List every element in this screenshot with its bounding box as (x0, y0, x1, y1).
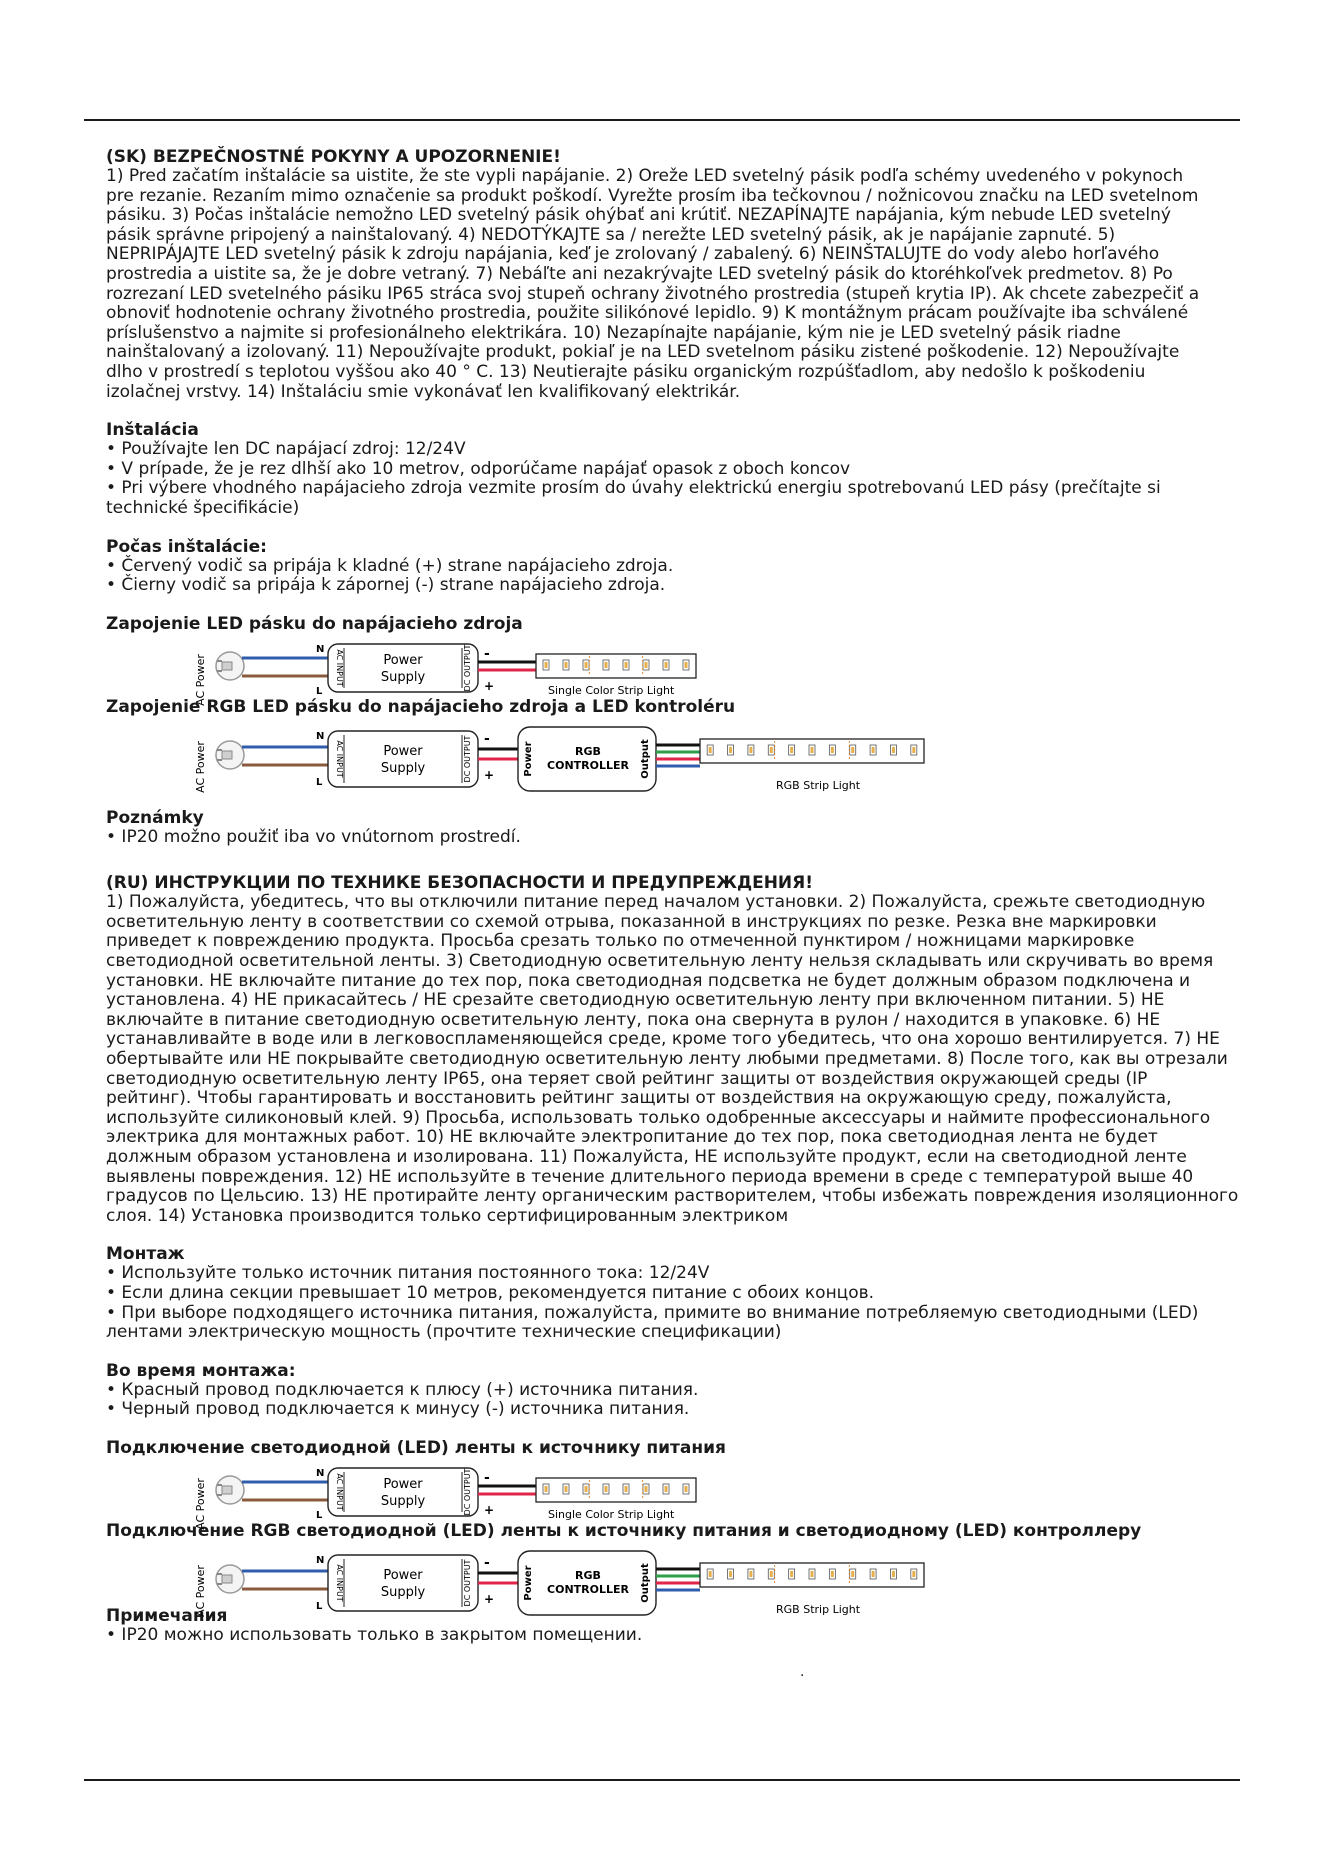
sk-install-item: • Pri výbere vhodného napájacieho zdroja vezmite prosím do úvahy elektrickú energiu spotrebovanú LED pásy (prečítajte si (106, 478, 1161, 499)
led-chip-dot (790, 747, 793, 753)
supply-label: Supply (380, 760, 426, 776)
sk-line: izolačnej vrstvy. 14) Inštaláciu smie vykonávať len kvalifikovaný elektrikár. (106, 381, 741, 402)
ru-line: рейтинг). Чтобы гарантировать и восстановить рейтинг защиты от воздействия на окружающую среду, пожалуйста, (106, 1088, 1172, 1109)
sk-line: rozrezaní LED svetelného pásiku IP65 stráca svoj stupeň ochrany životného prostredia (stupeň krytia IP). Ak chcete zabezpečiť a (106, 283, 1200, 304)
led-chip-dot (605, 1486, 608, 1492)
ru-line: светодиодной осветительной ленты. 3) Светодиодную осветительную ленту нельзя складывать или скручивать во время (106, 951, 1214, 972)
sk-conn-rgb-title: Zapojenie RGB LED pásku do napájacieho zdroja a LED kontroléru (106, 696, 736, 717)
ru-line: включайте в питание светодиодную осветительную ленту, пока она свернута в рулон / находится в упаковке. 6) НЕ (106, 1009, 1161, 1030)
plug-pin (217, 1484, 222, 1486)
led-chip-dot (872, 747, 875, 753)
ru-line: приведет к повреждению продукта. Просьба срезать только по отмеченной пунктиром / ножницами маркировке (106, 931, 1135, 952)
ru-line: выявлены повреждения. 12) НЕ используйте в течение длительного периода времени в среде с температурой выше 40 (106, 1166, 1194, 1187)
dc-output-label: DC OUTPUT (463, 644, 472, 692)
rgb-wiring-diagram (196, 719, 956, 811)
ru-notes-title: Примечания (106, 1605, 228, 1626)
ru-line: осветительную ленту в соответствии со схемой отрыва, показанной в инструкциях по резке. Резка вне маркировки (106, 911, 1157, 932)
supply-label: Supply (380, 1584, 426, 1600)
led-chip-dot (605, 662, 608, 668)
ru-line: должным образом установлена и изолирована. 11) Пожалуйста, НЕ используйте продукт, если на светодиодной ленте (106, 1147, 1187, 1167)
sk-install-item: • V prípade, že je rez dlhší ako 10 metrov, odporúčame napájať opasok z oboch koncov (106, 458, 851, 479)
sk-line: prostredia a uistite sa, že je dobre vetraný. 7) Nebáľte ani nezakrývajte LED svetelný pásik do ktoréhkoľvek predmetov. 8) Po (106, 263, 1173, 284)
sk-install-item: • Používajte len DC napájací zdroj: 12/24V (106, 439, 466, 460)
supply-label: Supply (380, 1493, 426, 1509)
led-chip-dot (872, 1571, 875, 1577)
plus-label: + (484, 1502, 495, 1517)
ru-install-item: • Если длина секции превышает 10 метров, рекомендуется питание с обоих концов. (106, 1282, 875, 1303)
sk-line: NEPRIPÁJAJTE LED svetelný pásik k zdroju napájania, keď je zrolovaný / zabalený. 6) NEINŠTALUJTE do vody alebo horľavého (106, 244, 1160, 265)
led-chip-dot (851, 747, 854, 753)
sk-notes-item: • IP20 možno použiť iba vo vnútornom prostredí. (106, 826, 521, 847)
ru-rgb-diagram-slot (106, 1541, 1268, 1633)
led-chip-dot (645, 1486, 648, 1492)
sk-line: pre rezanie. Rezaním mimo označenie sa produkt poškodí. Vyrežte prosím iba tečkovnou / nožnicovou značku na LED svetelnom (106, 185, 1199, 206)
led-chip-dot (545, 1486, 548, 1492)
ac-power-label: AC Power (194, 740, 207, 793)
ru-notes-item: • IP20 можно использовать только в закрытом помещении. (106, 1624, 643, 1645)
ru-line: установлена. 4) НЕ прикасайтесь / НЕ срезайте светодиодную осветительную ленту при включенном питании. 5) НЕ (106, 990, 1165, 1011)
led-chip-dot (645, 662, 648, 668)
output-label: Output (640, 738, 651, 779)
rgb-strip-label: RGB Strip Light (776, 1602, 861, 1616)
ru-during-title: Во время монтажа: (106, 1360, 296, 1381)
n-label: N (316, 1554, 325, 1566)
led-chip-dot (892, 1571, 895, 1577)
stray-dot: . (800, 1664, 805, 1680)
power-label: Power (383, 743, 423, 759)
n-label: N (316, 730, 325, 742)
ru-install-item: лентами электрическую мощность (прочтите технические спецификации) (106, 1322, 782, 1343)
ac-input-label: AC INPUT (335, 740, 344, 778)
plug-pin (217, 759, 222, 761)
led-chip-dot (831, 1571, 834, 1577)
sk-body (106, 167, 1268, 402)
ru-body (106, 893, 1268, 1226)
led-chip-dot (912, 747, 915, 753)
minus-label: - (484, 730, 490, 747)
ru-line: используйте силиконовый клей. 9) Просьба, использовать только одобренные аксессуары и наймите профессионального (106, 1107, 1211, 1128)
l-label: L (316, 1509, 323, 1521)
ru-during-item: • Черный провод подключается к минусу (-) источника питания. (106, 1399, 690, 1420)
ru-during-item: • Красный провод подключается к плюсу (+) источника питания. (106, 1379, 699, 1400)
sk-rgb-diagram-slot (106, 717, 1268, 809)
plug-body (222, 1575, 232, 1583)
ru-install-item: • При выборе подходящего источника питания, пожалуйста, примите во внимание потребляемую светодиодными (LED) (106, 1302, 1199, 1323)
ru-single-diagram-slot (106, 1458, 1268, 1530)
led-chip-dot (749, 747, 752, 753)
ru-line: светодиодную осветительную ленту IP65, она теряет свой рейтинг защиты от воздействия окружающей среды (IP (106, 1068, 1148, 1089)
led-chip-dot (729, 1571, 732, 1577)
plug-pin (217, 1583, 222, 1585)
led-chip-dot (851, 1571, 854, 1577)
sk-line: príslušenstvo a najmite si profesionálneho elektrikára. 10) Nezapínajte napájanie, kým nie je LED svetelný pásik riadne (106, 322, 1121, 343)
sk-install-item: technické špecifikácie) (106, 497, 300, 518)
supply-label: Supply (380, 669, 426, 685)
power-label: Power (383, 652, 423, 668)
l-label: L (316, 1600, 323, 1612)
sk-notes-title: Poznámky (106, 807, 204, 828)
single-strip-label: Single Color Strip Light (548, 1507, 675, 1521)
sk-line: nainštalovaný a izolovaný. 11) Nepoužívajte produkt, pokiaľ je na LED svetelnom pásiku zistené poškodenie. 12) Nepoužívajte (106, 342, 1180, 363)
plug-pin (217, 1573, 222, 1575)
minus-label: - (484, 1554, 490, 1571)
power-supply-box (328, 1555, 478, 1611)
led-chip-dot (811, 747, 814, 753)
sk-line: dlho v prostredí s teplotou vyššou ako 40 ° C. 13) Neutierajte pásiku organickým rozpúšťadlom, aby nedošlo k poškodeniu (106, 361, 1146, 382)
top-rule (84, 119, 1240, 121)
ru-line: устанавливайте в воде или в легковоспламеняющейся среде, кроме того убедитесь, что она хорошо вентилируется. 7) НЕ (106, 1029, 1220, 1050)
plus-label: + (484, 1591, 495, 1606)
dc-output-label: DC OUTPUT (463, 1468, 472, 1516)
led-chip-dot (831, 747, 834, 753)
ac-input-label: AC INPUT (335, 1564, 344, 1602)
plus-label: + (484, 767, 495, 782)
led-chip-dot (685, 1486, 688, 1492)
sk-during-title: Počas inštalácie: (106, 536, 267, 557)
led-chip-dot (665, 1486, 668, 1492)
plus-label: + (484, 678, 495, 693)
ru-install-title: Монтаж (106, 1244, 185, 1265)
sk-line: pásiku. 3) Počas inštalácie nemožno LED svetelný pásik ohýbať ani krútiť. NEZAPÍNAJTE napájania, kým nebude LED svetelný (106, 205, 1171, 226)
single-color-wiring-diagram (194, 636, 716, 706)
plug-body (222, 662, 232, 670)
plug-body (222, 1486, 232, 1494)
sk-line: pásik správne pripojený a nainštalovaný. 4) NEDOTÝKAJTE sa / nerežte LED svetelný pásik, ak je napájanie zapnuté. 5) (106, 224, 1116, 245)
plug-pin (217, 1494, 222, 1496)
ac-input-label: AC INPUT (335, 649, 344, 687)
controller-power-label: Power (523, 741, 534, 777)
controller-label: CONTROLLER (547, 1582, 629, 1596)
led-chip-dot (709, 747, 712, 753)
output-label: Output (640, 1563, 651, 1603)
led-chip-dot (790, 1571, 793, 1577)
led-chip-dot (912, 1571, 915, 1577)
n-label: N (316, 643, 325, 655)
led-chip-dot (685, 662, 688, 668)
ru-conn-single-title: Подключение светодиодной (LED) ленты к источнику питания (106, 1437, 726, 1458)
led-strip (536, 654, 696, 678)
ac-input-label: AC INPUT (335, 1473, 344, 1511)
plug-pin (217, 749, 222, 751)
ru-conn-rgb-title: Подключение RGB светодиодной (LED) ленты к источнику питания и светодиодному (LED) контроллеру (106, 1520, 1142, 1541)
controller-label: CONTROLLER (547, 758, 629, 772)
power-supply-box (328, 731, 478, 787)
ru-line: слоя. 14) Установка производится только сертифицированным электриком (106, 1205, 789, 1226)
led-chip-dot (811, 1571, 814, 1577)
power-label: Power (383, 1567, 423, 1583)
led-chip-dot (625, 662, 628, 668)
sk-conn-single-title: Zapojenie LED pásku do napájacieho zdroja (106, 613, 523, 634)
l-label: L (316, 776, 323, 788)
led-chip-dot (729, 747, 732, 753)
dc-output-label: DC OUTPUT (463, 735, 472, 783)
ru-install-item: • Используйте только источник питания постоянного тока: 12/24V (106, 1263, 710, 1284)
ru-line: 1) Пожалуйста, убедитесь, что вы отключили питание перед началом установки. 2) Пожалуйста, срежьте светодиодную (106, 892, 1206, 913)
ru-line: обертывайте или НЕ покрывайте светодиодную осветительную ленту любыми предметами. 8) После того, как вы отрезали (106, 1049, 1228, 1070)
l-label: L (316, 685, 323, 697)
plug-body (222, 751, 232, 759)
led-chip-dot (749, 1571, 752, 1577)
document-body (106, 148, 1268, 1646)
sk-during-item: • Čierny vodič sa pripája k zápornej (-) strane napájacieho zdroja. (106, 575, 666, 596)
rgb-strip-label: RGB Strip Light (776, 778, 861, 792)
sk-title: (SK) BEZPEČNOSTNÉ POKYNY A UPOZORNENIE! (106, 147, 561, 167)
ac-power-label: AC Power (194, 653, 207, 706)
led-strip (536, 1478, 696, 1502)
led-chip-dot (565, 662, 568, 668)
controller-power-label: Power (523, 1565, 534, 1601)
plug-pin (217, 670, 222, 672)
rgb-label: RGB (575, 1568, 601, 1582)
rgb-label: RGB (575, 744, 601, 758)
sk-line: 1) Pred začatím inštalácie sa uistite, že ste vypli napájanie. 2) Oreže LED svetelný pásik podľa schémy uvedeného v pokynoch (106, 166, 1184, 186)
ru-title: (RU) ИНСТРУКЦИИ ПО ТЕХНИКЕ БЕЗОПАСНОСТИ И ПРЕДУПРЕЖДЕНИЯ! (106, 873, 813, 894)
sk-install-title: Inštalácia (106, 420, 199, 441)
led-chip-dot (585, 1486, 588, 1492)
ru-line: градусов по Цельсию. 13) НЕ протирайте ленту органическим растворителем, чтобы избежать повреждения изоляционного (106, 1186, 1239, 1207)
led-chip-dot (565, 1486, 568, 1492)
ac-power-label: AC Power (194, 1478, 207, 1530)
led-chip-dot (545, 662, 548, 668)
minus-label: - (484, 645, 490, 662)
sk-single-diagram-slot (106, 634, 1268, 706)
led-chip-dot (709, 1571, 712, 1577)
led-chip-dot (892, 747, 895, 753)
led-chip-dot (665, 662, 668, 668)
minus-label: - (484, 1469, 490, 1486)
led-chip-dot (770, 1571, 773, 1577)
ru-line: электрика для монтажных работ. 10) НЕ включайте электропитание до тех пор, пока светодиодная лента не будет (106, 1127, 1158, 1148)
rgb-wiring-diagram (196, 1543, 956, 1635)
bottom-rule (84, 1779, 1240, 1781)
plug-pin (217, 660, 222, 662)
led-chip-dot (585, 662, 588, 668)
single-color-wiring-diagram (194, 1460, 716, 1530)
sk-during-item: • Červený vodič sa pripája k kladné (+) strane napájacieho zdroja. (106, 555, 674, 576)
led-chip-dot (625, 1486, 628, 1492)
n-label: N (316, 1467, 325, 1479)
ac-power-label: AC Power (194, 1565, 207, 1617)
ru-line: установки. НЕ включайте питание до тех пор, пока светодиодная подсветка не будет должным образом подключена и (106, 970, 1191, 991)
led-chip-dot (770, 747, 773, 753)
single-strip-label: Single Color Strip Light (548, 683, 675, 697)
dc-output-label: DC OUTPUT (463, 1559, 472, 1607)
power-label: Power (383, 1476, 423, 1492)
sk-line: obnoviť hodnotenie ochrany životného prostredia, použite silikónové lepidlo. 9) K montážnym prácam používajte iba schválené (106, 303, 1189, 324)
